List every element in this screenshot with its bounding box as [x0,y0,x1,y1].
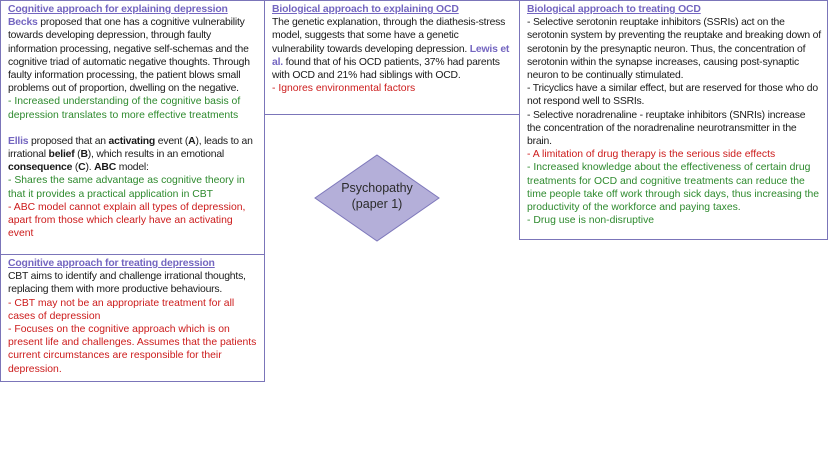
ellis-bold: ABC [94,162,117,174]
ellis-text: ), leads to an irrational [8,135,253,161]
ssri-paragraph: - Selective serotonin reuptake inhibitors (SSRIs) act on the serotonin system by preventing the reuptake and breaking down of serotonin by the presynaptic neuron. Thus, the concentration of serotonin within the synapse increases, causing post-synaptic neuron to be continually stimulated. [527,17,821,82]
depression-explanation-title: Cognitive approach for explaining depression [8,4,228,15]
becks-paragraph [8,16,258,95]
ellis-text: ( [72,162,79,174]
ellis-paragraph [8,135,258,175]
ocd-treatment-title: Biological approach to treating OCD [527,4,701,15]
becks-text: proposed that one has a cognitive vulnerability towards developing depression, through faulty information processing, negative self-schemas and the cognitive triad of automatic negative thoughts. Through faulty information processing, the patient blows small problems out of proportion, dwelling on the negative. [8,17,250,95]
drug-non-disruptive-strength: - Drug use is non-disruptive [527,215,655,227]
central-topic-line2: (paper 1) [351,197,403,211]
snri-paragraph: - Selective noradrenaline - reuptake inhibitors (SNRIs) increase the concentration of the noradrenaline neurotransmitter in the brain. [527,109,806,148]
ocd-treatment-box [519,0,828,240]
ellis-bold: belief [48,149,75,161]
depression-explanation-box [0,0,265,255]
drug-therapy-limitation: - A limitation of drug therapy is the serious side effects [527,149,776,161]
drug-therapy-strength: - Increased knowledge about the effectiveness of certain drug treatments for OCD and cognitive treatments can reduce the time people take off work through sick days, thus increasing the productivity of the workforce and paying taxes. [527,162,820,214]
central-topic-label [314,180,440,212]
ellis-text: model: [116,162,149,174]
ellis-name: Ellis [8,135,29,147]
ocd-explanation-text: found that of his OCD patients, 37% had parents with OCD and 21% had siblings with OCD. [272,56,500,82]
ellis-text: proposed that an [28,135,109,147]
ocd-explanation-text: The genetic explanation, through the diathesis-stress model, suggests that some have a genetic vulnerability towards developing depression. [272,17,506,55]
ellis-strength: - Shares the same advantage as cognitive theory in that it provides a practical application in CBT [8,175,245,200]
ocd-explanation-title: Biological approach to explaining OCD [272,4,459,15]
becks-strength: - Increased understanding of the cognitive basis of depression translates to more effective treatments [8,96,241,121]
ocd-explanation-box [264,0,520,115]
ellis-limitation: - ABC model cannot explain all types of depression, apart from those which clearly have an activating event [8,201,246,240]
ellis-text: ( [74,149,81,161]
ellis-bold: A [188,135,196,147]
depression-treatment-title: Cognitive approach for treating depression [8,258,215,269]
ellis-text: ), which results in an emotional [87,149,225,161]
ellis-bold: consequence [8,162,73,174]
ellis-bold: C [78,162,86,174]
becks-name: Becks [8,17,38,29]
cbt-limitation-present-focus: - Focuses on the cognitive approach which is on present life and challenges. Assumes that the patients current circumstances are responsible for their depression. [8,324,257,375]
ellis-bold: B [80,149,88,161]
ellis-text: event ( [155,135,189,147]
tricyclics-paragraph: - Tricyclics have a similar effect, but are reserved for those who do not respond well to SSRIs. [527,83,818,108]
depression-treatment-box [0,254,265,382]
central-topic-line1: Psychopathy [341,181,413,195]
cbt-limitation: - CBT may not be an appropriate treatment for all cases of depression [8,297,235,322]
cbt-paragraph: CBT aims to identify and challenge irrational thoughts, replacing them with more productive behaviours. [8,271,246,296]
lewis-name: Lewis et al. [272,43,510,68]
ocd-explanation-paragraph [272,16,513,82]
ellis-text: ). [85,162,95,174]
ocd-explanation-limitation: - Ignores environmental factors [272,83,416,95]
ellis-bold: activating [108,135,156,147]
